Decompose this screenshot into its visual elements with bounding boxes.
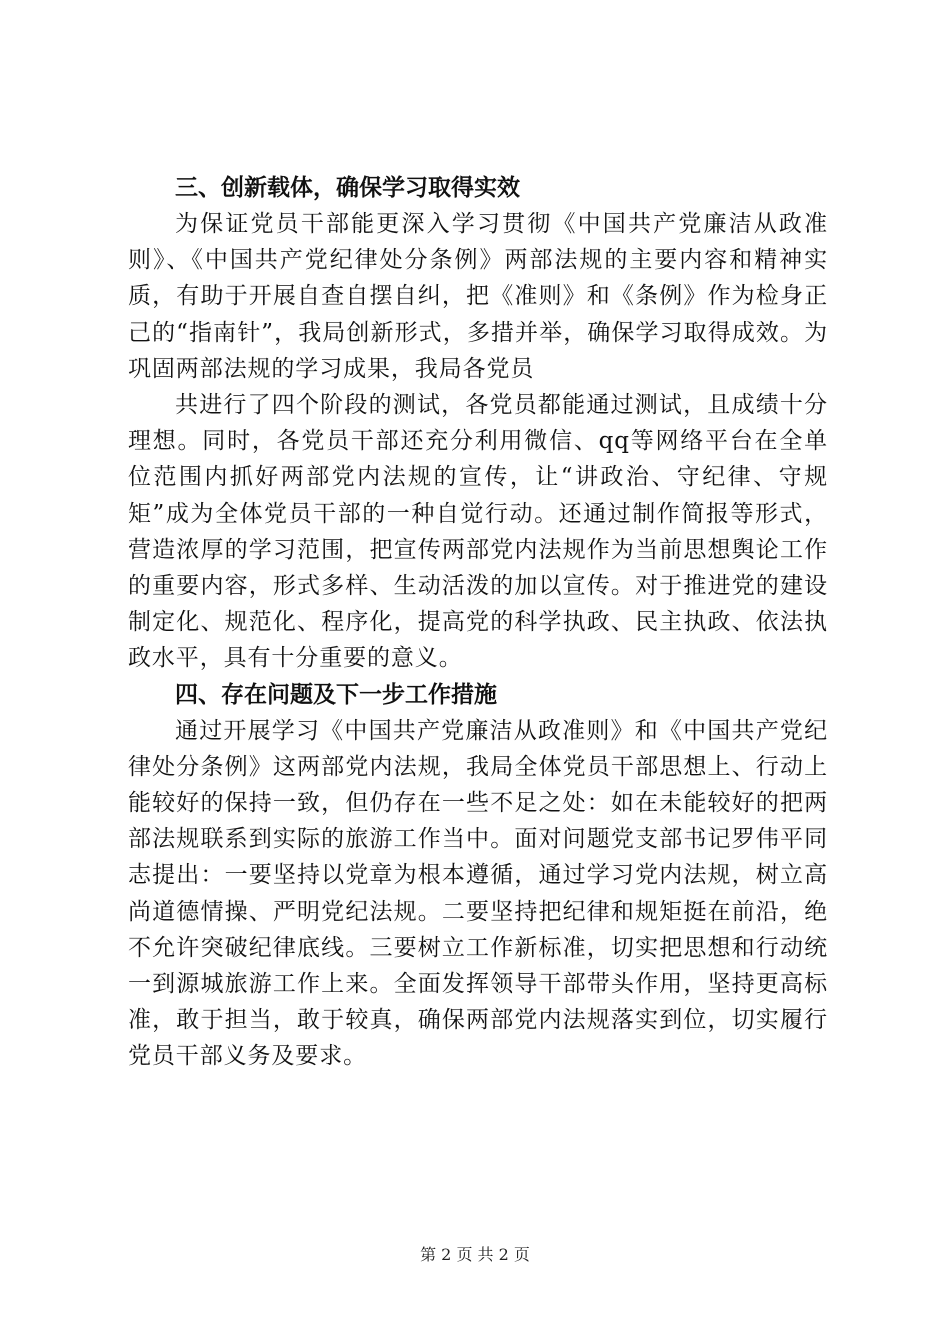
paragraph-problems-measures: 通过开展学习《中国共产党廉洁从政准则》和《中国共产党纪律处分条例》这两部党内法规，我局全体党员干部思想上、行动上能较好的保持一致，但仍存在一些不足之处：如在未能较好的把两部法规联系到实际的旅游工作当中。面对问题党支部书记罗伟平同志提出：一要坚持以党章为根本遵循，通过学习党内法规，树立高尚道德情操、严明党纪法规。二要坚持把纪律和规矩挺在前沿，绝不允许突破纪律底线。三要树立工作新标准，切实把思想和行动统一到源城旅游工作上来。全面发挥领导干部带头作用，坚持更高标准，敢于担当，敢于较真，确保两部党内法规落实到位，切实履行党员干部义务及要求。	[128, 717, 828, 1070]
section-heading-innovation: 三、创新载体，确保学习取得实效	[175, 175, 520, 201]
paragraph-learning-measures: 为保证党员干部能更深入学习贯彻《中国共产党廉洁从政准则》、《中国共产党纪律处分条例》两部法规的主要内容和精神实质，有助于开展自查自摆自纠，把《准则》和《条例》作为检身正己的“指南针”，我局创新形式，多措并举，确保学习取得成效。为巩固两部法规的学习成果，我局各党员	[128, 211, 828, 382]
paragraph-testing-publicity: 共进行了四个阶段的测试，各党员都能通过测试，且成绩十分理想。同时，各党员干部还充分利用微信、qq等网络平台在全单位范围内抓好两部党内法规的宣传，让“讲政治、守纪律、守规矩”成为全体党员干部的一种自觉行动。还通过制作简报等形式，营造浓厚的学习范围，把宣传两部党内法规作为当前思想舆论工作的重要内容，形式多样、生动活泼的加以宣传。对于推进党的建设制定化、规范化、程序化，提高党的科学执政、民主执政、依法执政水平，具有十分重要的意义。	[128, 392, 828, 672]
section-heading-problems: 四、存在问题及下一步工作措施	[175, 681, 497, 708]
document-body	[128, 170, 828, 1075]
page-number-footer: 第 2 页 共 2 页	[420, 1245, 530, 1264]
